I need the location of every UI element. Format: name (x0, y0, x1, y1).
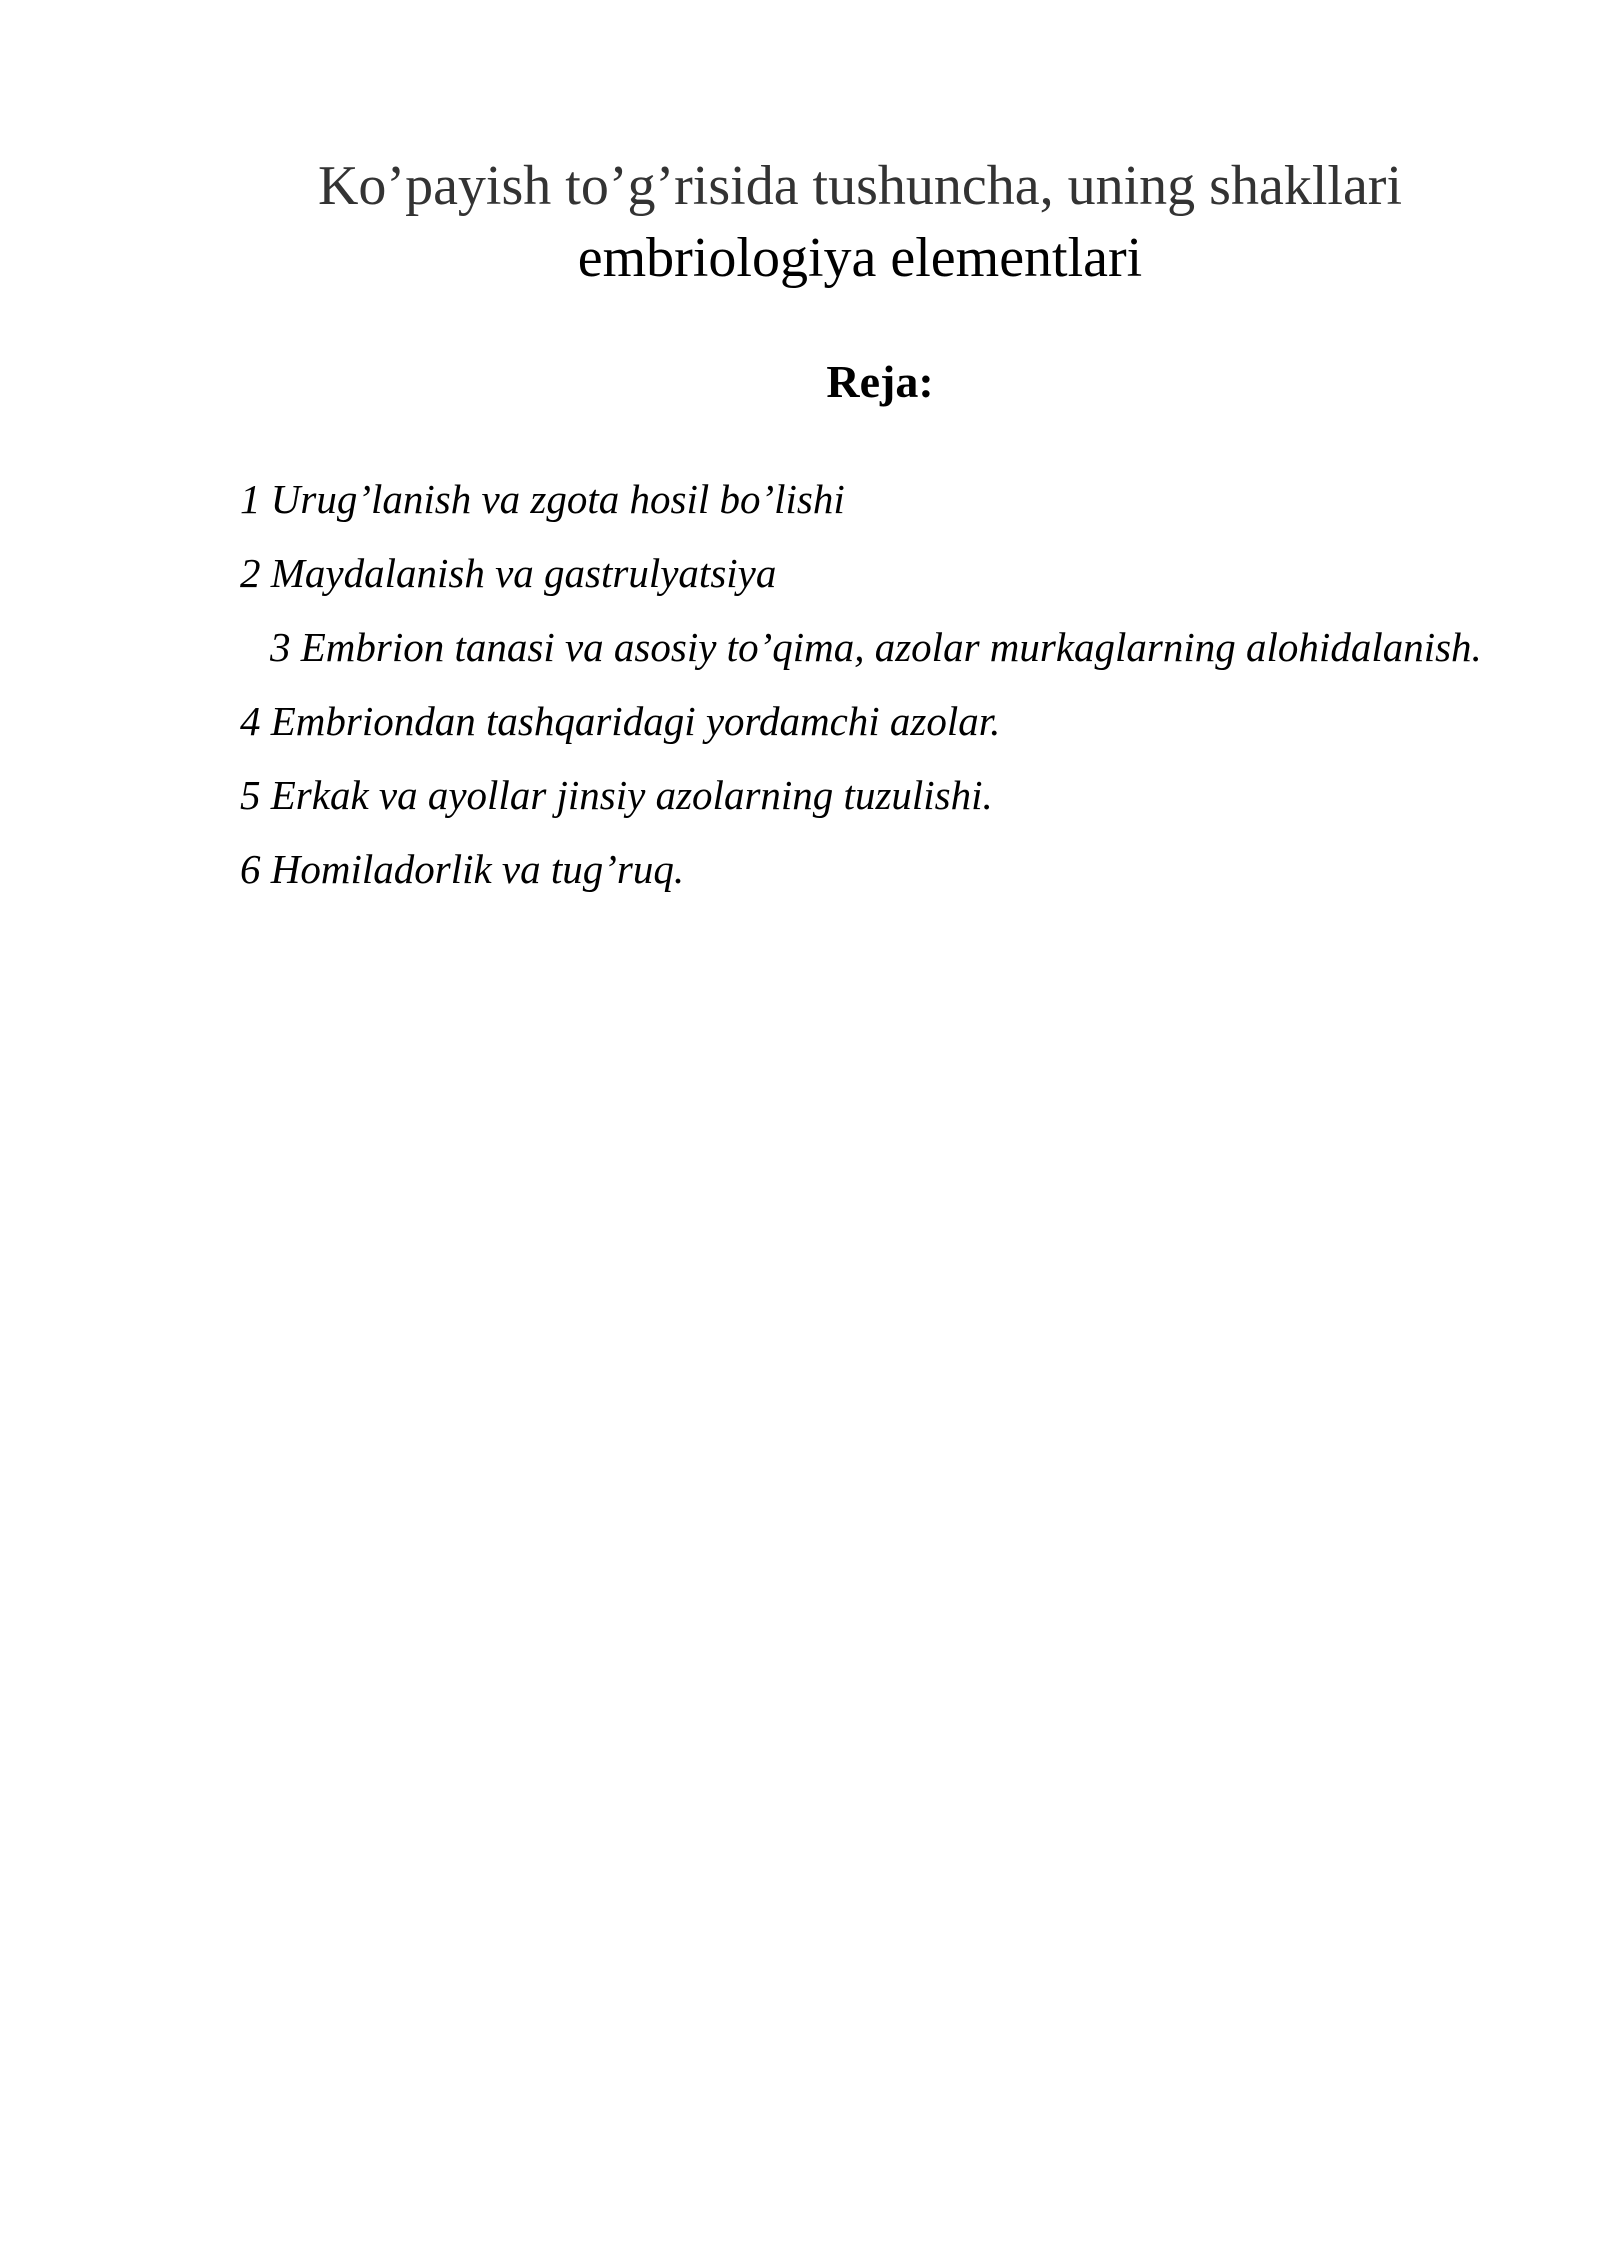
title-line-1: Ko’payish to’g’risida tushuncha, uning shakllari (317, 155, 1402, 217)
plan-list (230, 462, 1490, 906)
document-title (230, 150, 1490, 294)
plan-item-5: 5 Erkak va ayollar jinsiy azolarning tuzulishi. (240, 772, 993, 818)
plan-item-3: 3 Embrion tanasi va asosiy to’qima, azolar murkaglarning alohidalanish. (270, 624, 1482, 670)
plan-item-1: 1 Urug’lanish va zgota hosil bo’lishi (240, 476, 845, 522)
plan-item-4: 4 Embriondan tashqaridagi yordamchi azolar. (240, 698, 1001, 744)
plan-heading: Reja: (826, 356, 934, 407)
plan-item-2: 2 Maydalanish va gastrulyatsiya (240, 550, 777, 596)
title-line-2: embriologiya elementlari (577, 227, 1143, 289)
plan-item-6: 6 Homiladorlik va tug’ruq. (240, 846, 685, 892)
